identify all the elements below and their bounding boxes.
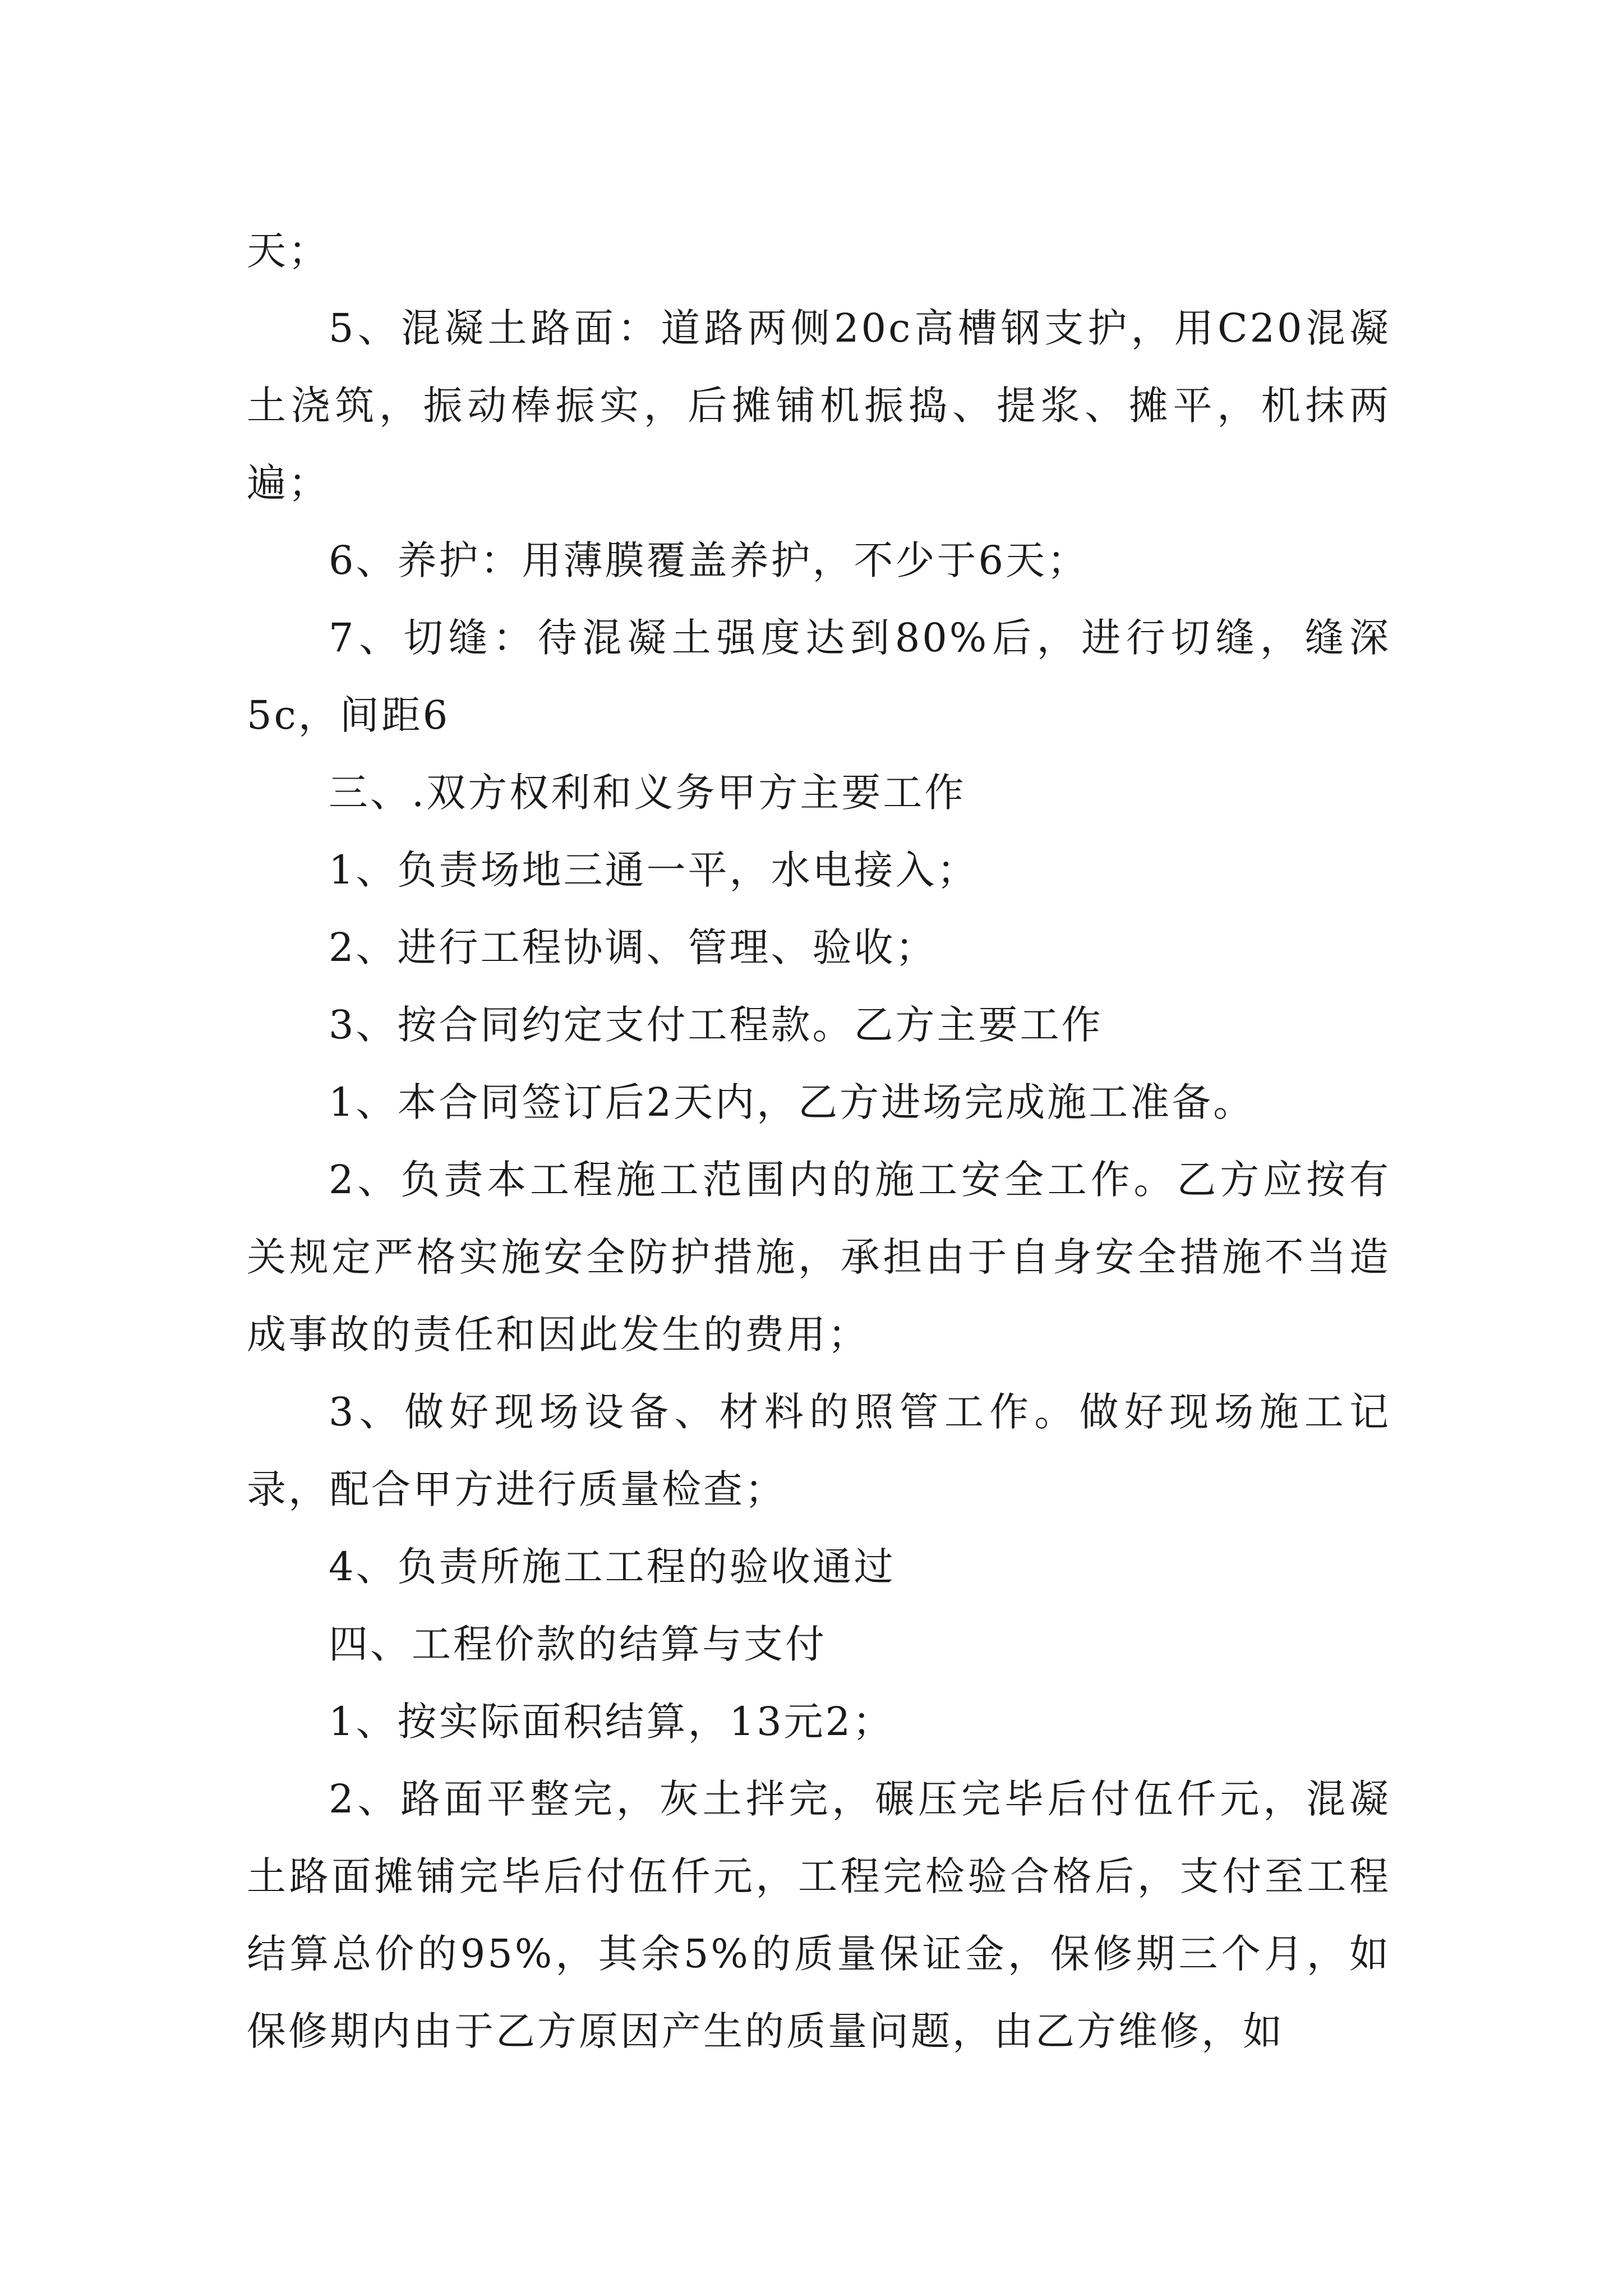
paragraph: 2、路面平整完，灰土拌完，碾压完毕后付伍仟元，混凝土路面摊铺完毕后付伍仟元，工程完检验合格后，支付至工程结算总价的95%，其余5%的质量保证金，保修期三个月，如保修期内由于乙方原因产生的质量问题，由乙方维修，如 bbox=[247, 1776, 1391, 2054]
paragraph: 5、混凝土路面：道路两侧20c高槽钢支护，用C20混凝土浇筑，振动棒振实，后摊铺机振捣、提浆、摊平，机抹两遍； bbox=[247, 305, 1391, 506]
paragraph: 7、切缝：待混凝土强度达到80%后，进行切缝，缝深5c，间距6 bbox=[247, 615, 1391, 738]
paragraph: 6、养护：用薄膜覆盖养护，不少于6天； bbox=[329, 537, 1089, 583]
paragraph: 1、本合同签订后2天内，乙方进场完成施工准备。 bbox=[329, 1079, 1255, 1125]
paragraph: 2、负责本工程施工范围内的施工安全工作。乙方应按有关规定严格实施安全防护措施，承担由于自身安全措施不当造成事故的责任和因此发生的费用； bbox=[247, 1157, 1391, 1358]
paragraph: 3、做好现场设备、材料的照管工作。做好现场施工记录，配合甲方进行质量检查； bbox=[247, 1389, 1391, 1512]
paragraph: 3、按合同约定支付工程款。乙方主要工作 bbox=[329, 1002, 1103, 1048]
paragraph: 4、负责所施工工程的验收通过 bbox=[329, 1544, 896, 1590]
paragraph: 2、进行工程协调、管理、验收； bbox=[329, 924, 937, 970]
paragraph: 1、按实际面积结算，13元2； bbox=[329, 1699, 895, 1745]
section-heading: 四、工程价款的结算与支付 bbox=[329, 1621, 827, 1667]
paragraph: 1、负责场地三通一平，水电接入； bbox=[329, 847, 979, 893]
section-heading: 三、.双方权利和义务甲方主要工作 bbox=[329, 770, 966, 816]
document-body bbox=[247, 212, 1391, 2070]
paragraph: 天； bbox=[247, 228, 330, 274]
